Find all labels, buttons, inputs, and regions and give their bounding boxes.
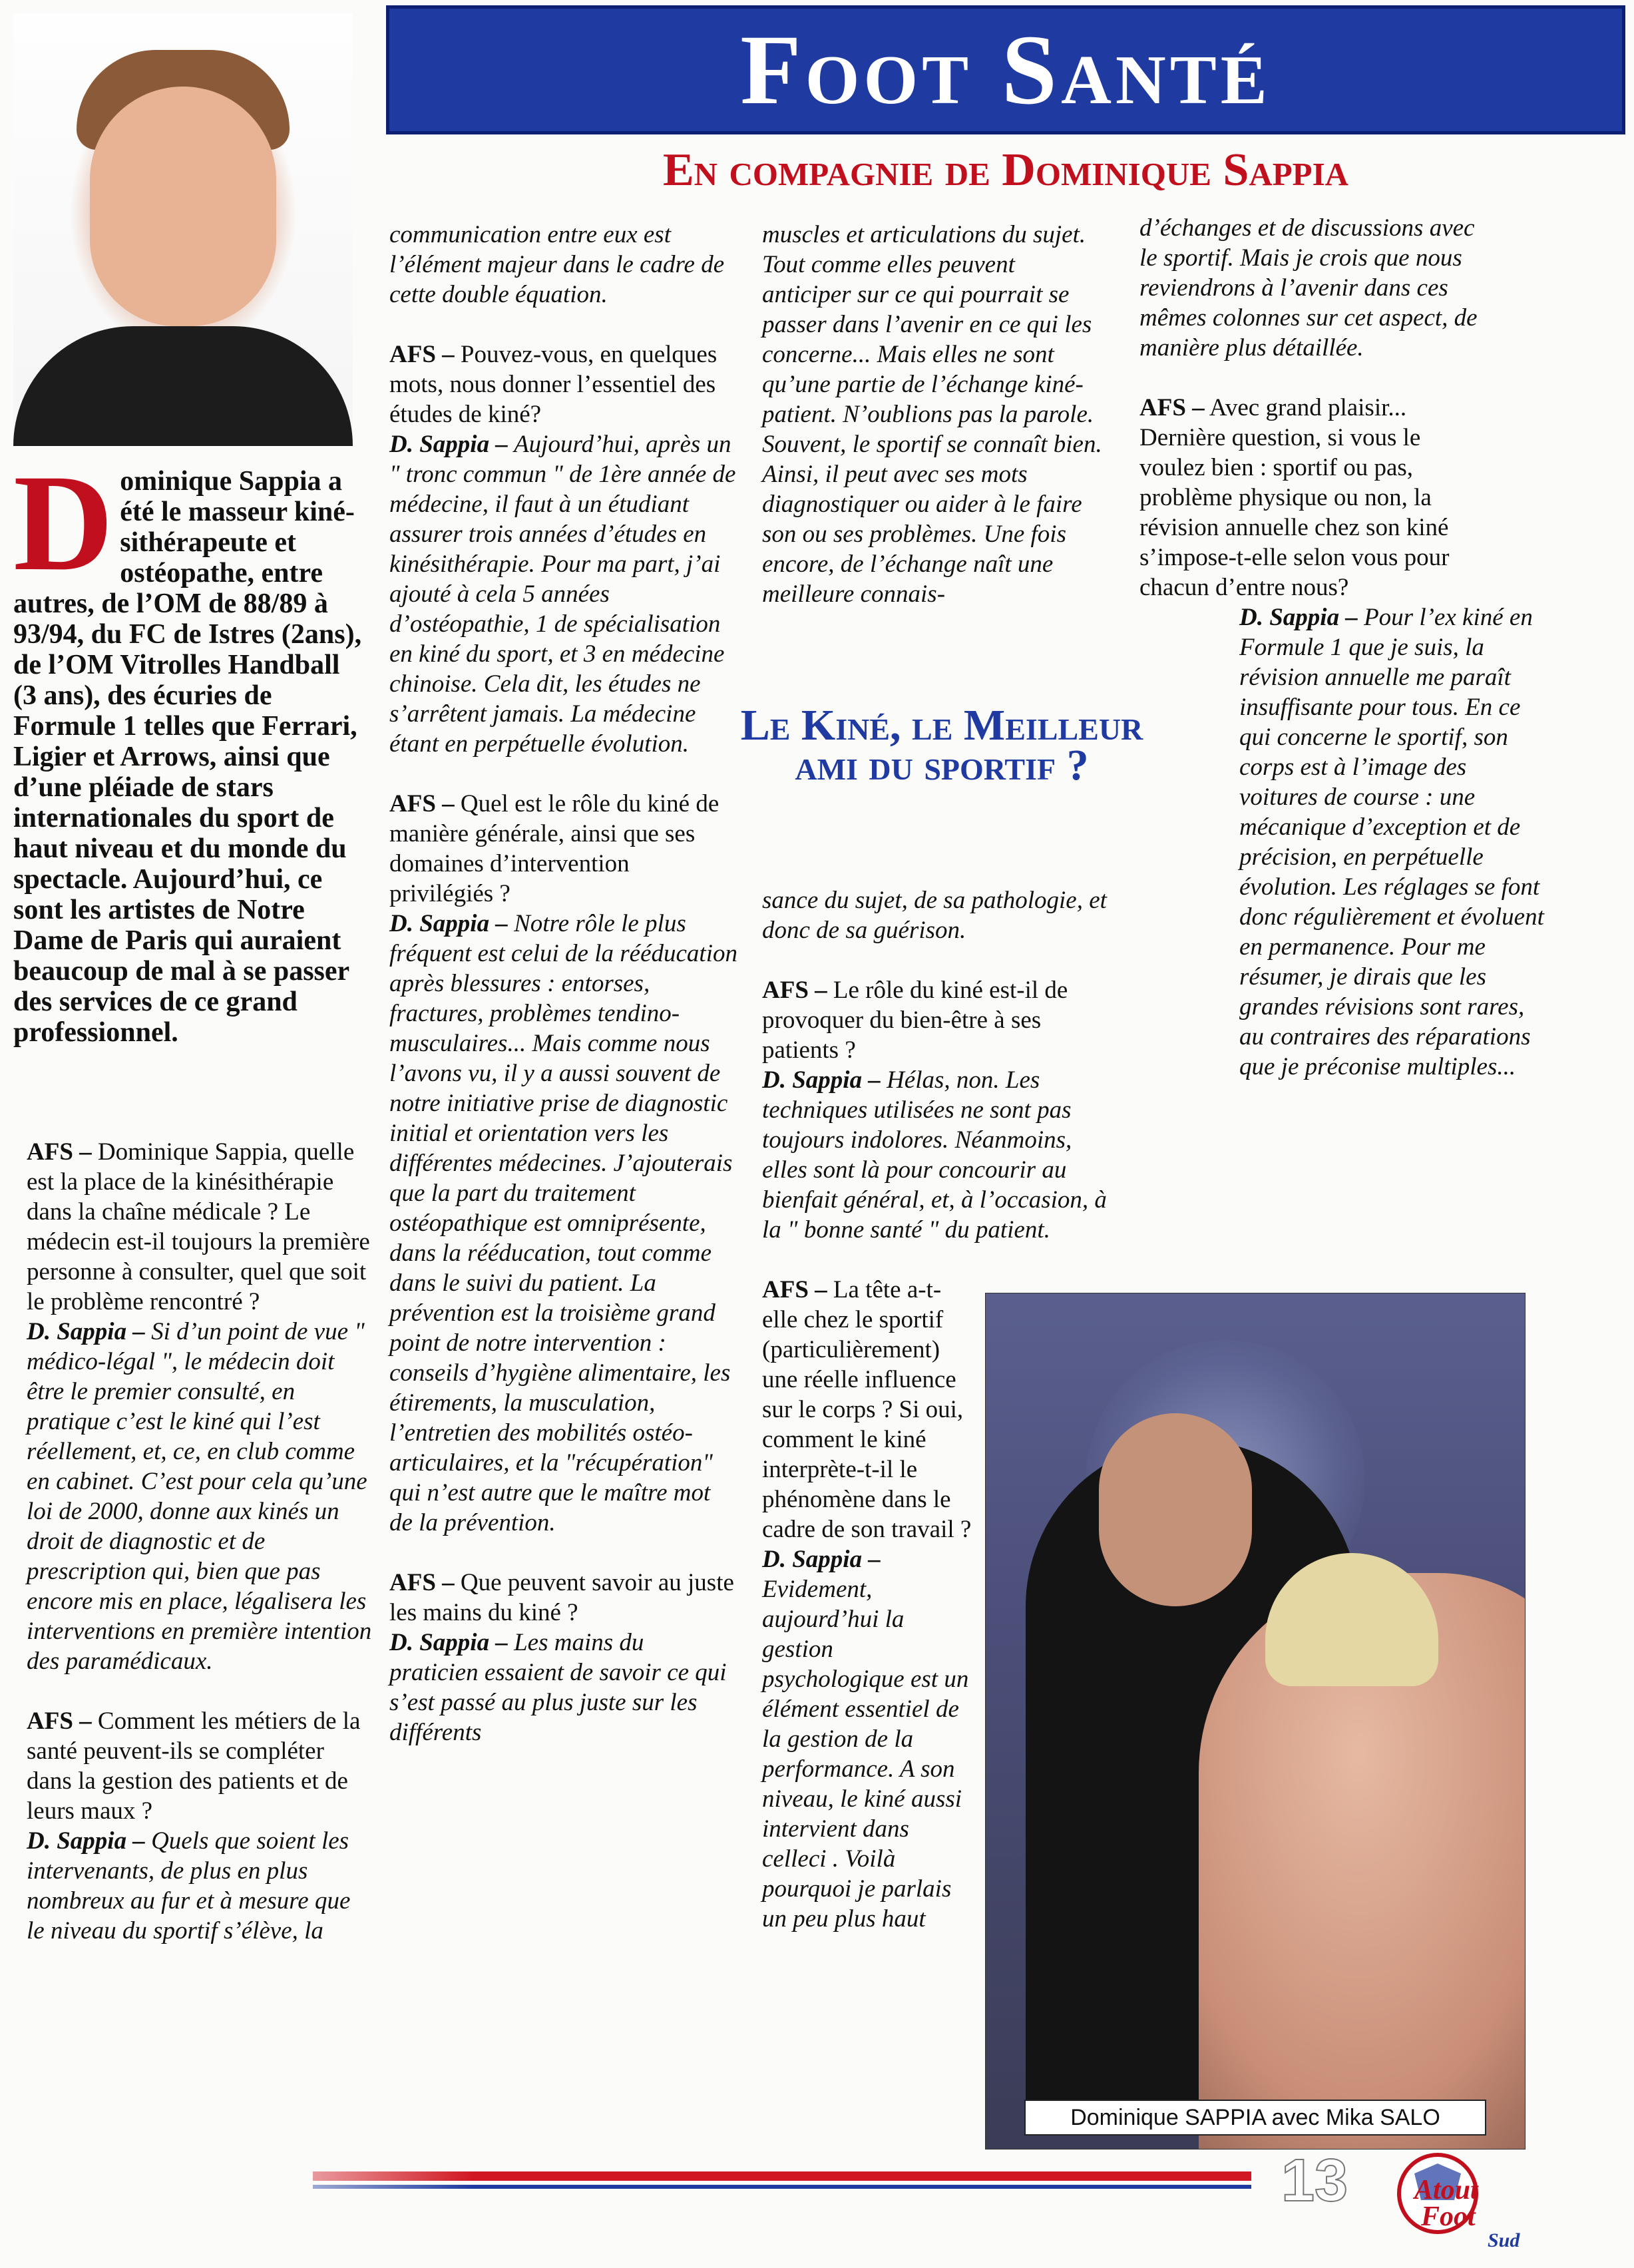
article-column-2 (389, 220, 739, 1777)
section-heading: Le Kiné, le Meilleur ami du sportif ? (740, 701, 1143, 790)
page-title: Foot Santé (740, 15, 1271, 125)
logo-text-1: Atout (1414, 2175, 1478, 2205)
question-7: AFS – La tête a-t-elle chez le sportif (particulièrement) une réelle influence sur le corps ? Si oui, comment le kiné interprète-t-il le phénomène dans le cadre de son travail ? (762, 1276, 972, 1543)
answer-3: D. Sappia – Aujourd’hui, après un " tronc commun " de 1ère année de médecine, il faut à un étudiant assurer trois années d’études en kinésithérapie. Pour ma part, j’ai ajouté à cela 5 années d’ostéopathie, 1 de spécialisation en kiné du sport, et 3 en médecine chinoise. Cela dit, les études ne s’arrêtent jamais. La médecine étant en perpétuelle évolution. (389, 431, 736, 758)
intro-text: ominique Sappia a été le masseur kiné-sithérapeute et ostéopathe, entre autres, de l’OM de 88/89 à 93/94, du FC de Istres (2ans), de l’OM Vitrolles Handball (3 ans), des écuries de Formule 1 telles que Ferrari, Ligier et Arrows, ainsi que d’une pléiade de stars internationales du sport de haut niveau et du monde du spectacle. Aujourd’hui, ce sont les artistes de Notre Dame de Paris qui auraient beaucoup de mal à se passer des services de ce grand professionnel. (13, 466, 362, 1048)
question-4: AFS – Quel est le rôle du kiné de manière générale, ainsi que ses domaines d’intervention privilégiés ? (389, 790, 719, 907)
title-banner (386, 5, 1625, 134)
atout-foot-sud-logo (1374, 2147, 1561, 2260)
question-3: AFS – Pouvez-vous, en quelques mots, nous donner l’essentiel des études de kiné? (389, 341, 717, 428)
question-8: AFS – Avec grand plaisir... Dernière question, si vous le voulez bien : sportif ou pas, problème physique ou non, la révision annuelle chez son kiné s’impose-t-elle selon vous pour chacun d’entre nous? (1139, 394, 1450, 601)
logo-text-3: Sud (1488, 2229, 1520, 2251)
answer-2: D. Sappia – Quels que soient les intervenants, de plus en plus nombreux au fur et à mesure que le niveau du sportif s’élève, la (27, 1827, 351, 1944)
answer-5-end: sance du sujet, de sa pathologie, et donc de sa guérison. (762, 887, 1107, 944)
intro-paragraph (13, 446, 366, 1048)
question-1: AFS – Dominique Sappia, quelle est la place de la kinésithérapie dans la chaîne médicale ? Le médecin est-il toujours la première personne à consulter, quel que soit le problème rencontré ? (27, 1138, 370, 1315)
question-2: AFS – Comment les métiers de la santé peuvent-ils se compléter dans la gestion des patients et de leurs maux ? (27, 1707, 361, 1825)
answer-2-continued: communication entre eux est l’élément majeur dans le cadre de cette double équation. (389, 221, 725, 308)
answer-4: D. Sappia – Notre rôle le plus fréquent est celui de la rééducation après blessures : entorses, fractures, problèmes tendino-musculaires... Mais comme nous l’avons vu, il y a aussi souvent de notre initiative prise de diagnostic initial et orientation vers les différentes médecines. J’ajouterais que la part du traitement ostéopathique est omniprésente, dans la rééducation, tout comme dans le suivi du patient. La prévention est la troisième grand point de notre intervention : conseils d’hygiène alimentaire, les étirements, la musculation, l’entretien des mobilités ostéo-articulaires, et la "récupération" qui n’est autre que le maître mot de la prévention. (389, 910, 737, 1536)
drop-cap: D (13, 446, 114, 599)
answer-8: D. Sappia – Pour l’ex kiné en Formule 1 que je suis, la révision annuelle me paraît insuffisante pour tous. En ce qui concerne le sportif, son corps est à l’image des voitures de course : une mécanique d’exception et de précision, en perpétuelle évolution. Les réglages se font donc régulièrement et évoluent en permanence. Pour me résumer, je dirais que les grandes révisions sont rares, au contraires des réparations que je préconise multiples... (1239, 604, 1544, 1080)
logo-text-2: Foot (1421, 2201, 1476, 2232)
page-number: 13 (1281, 2148, 1348, 2214)
page-subtitle: En compagnie de Dominique Sappia (662, 144, 1349, 196)
photo-caption: Dominique SAPPIA avec Mika SALO (1024, 2100, 1486, 2136)
article-column-1 (27, 1137, 374, 1976)
article-column-4 (1139, 213, 1615, 1112)
article-photo (985, 1293, 1526, 2150)
answer-1: D. Sappia – Si d’un point de vue " médico-légal ", le médecin doit être le premier consulté, en pratique c’est le kiné qui l’est réellement, et, ce, en club comme en cabinet. C’est pour cela qu’une loi de 2000, donne aux kinés un droit de diagnostic et de prescription qui, bien que pas encore mis en place, légalisera les interventions en première intention des paramédicaux. (27, 1318, 372, 1675)
answer-7: D. Sappia – Evidement, aujourd’hui la gestion psychologique est un élément essentiel de la gestion de la performance. A son niveau, le kiné aussi intervient dans celleci . Voilà pourquoi je parlais un peu plus haut (762, 1546, 969, 1932)
answer-5: D. Sappia – Les mains du praticien essaient de savoir ce qui s’est passé au plus juste sur les différents (389, 1629, 727, 1746)
answer-6: D. Sappia – Hélas, non. Les techniques utilisées ne sont pas toujours indolores. Néanmoins, elles sont là pour concourir au bienfait général, et, à l’occasion, à la " bonne santé " du patient. (762, 1066, 1107, 1244)
answer-5-continued: muscles et articulations du sujet. Tout comme elles peuvent anticiper sur ce qui pourrait se passer dans l’avenir en ce qui les concerne... Mais elles ne sont qu’une partie de l’échange kiné-patient. N’oublions pas la parole. Souvent, le sportif se connaît bien. Ainsi, il peut avec ses mots diagnostiquer ou aider à le faire son ou ses problèmes. Une fois encore, de l’échange naît une meilleure connais- (762, 221, 1102, 608)
question-6: AFS – Le rôle du kiné est-il de provoquer du bien-être à ses patients ? (762, 977, 1068, 1064)
answer-7-continued: d’échanges et de discussions avec le sportif. Mais je crois que nous reviendrons à l’avenir dans ces mêmes colonnes sur cet aspect, de manière plus détaillée. (1139, 214, 1478, 361)
article-column-3-top (762, 220, 1108, 639)
portrait-photo (13, 13, 353, 446)
question-5: AFS – Que peuvent savoir au juste les mains du kiné ? (389, 1569, 734, 1626)
